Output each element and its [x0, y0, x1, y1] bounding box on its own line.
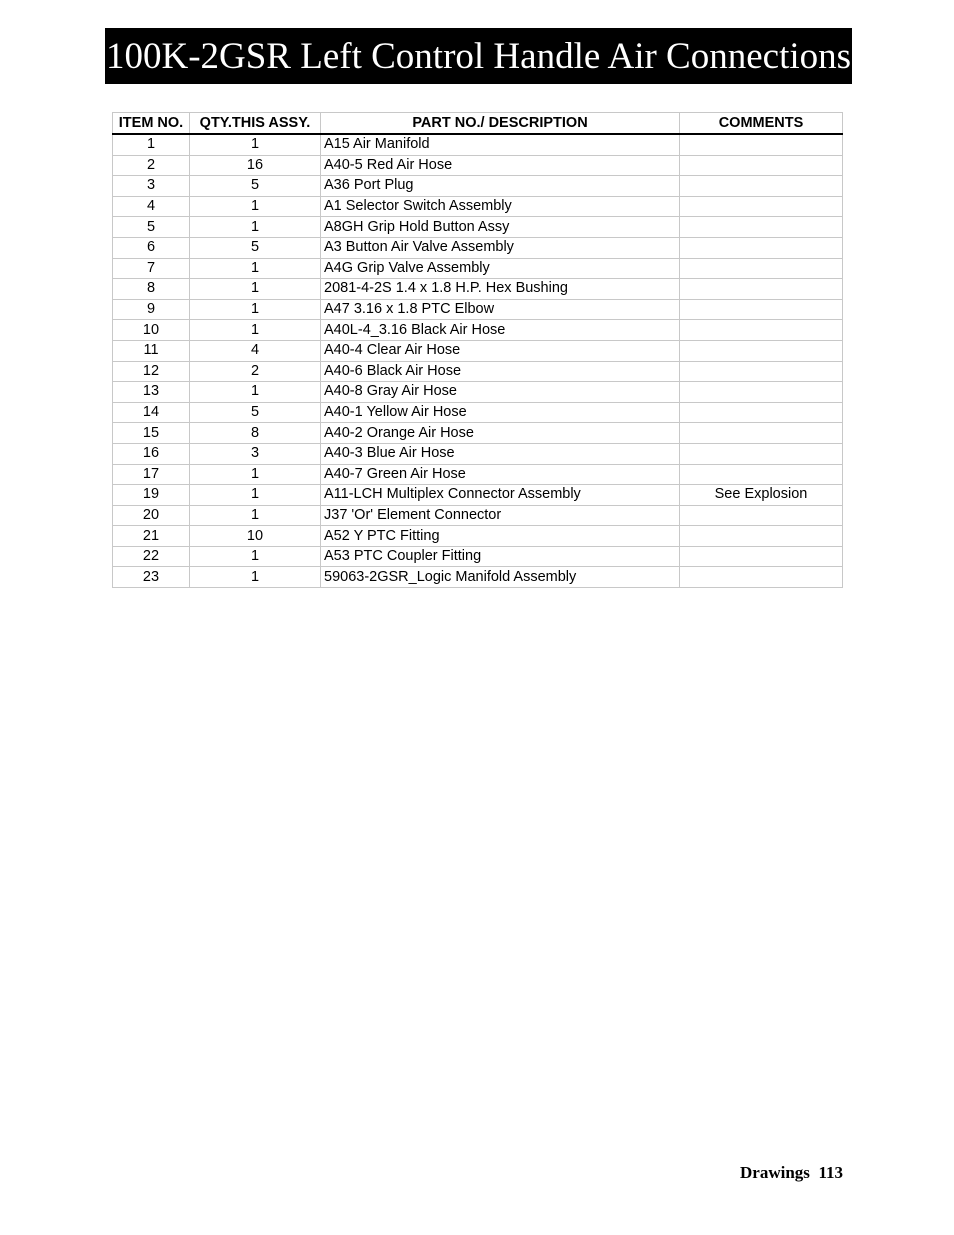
- comment-cell: [680, 320, 843, 341]
- item-no-cell: 8: [113, 279, 190, 300]
- table-row: [113, 567, 843, 588]
- footer-section: Drawings: [740, 1163, 810, 1182]
- comment-cell: [680, 464, 843, 485]
- comment-cell: [680, 279, 843, 300]
- qty-cell: 5: [190, 237, 321, 258]
- item-no-cell: 5: [113, 217, 190, 238]
- table-row: [113, 526, 843, 547]
- comment-cell: [680, 546, 843, 567]
- qty-cell: 1: [190, 258, 321, 279]
- qty-cell: 1: [190, 505, 321, 526]
- table-row: [113, 546, 843, 567]
- table-row: [113, 320, 843, 341]
- page-number: 113: [818, 1163, 843, 1182]
- table-row: [113, 361, 843, 382]
- qty-cell: 3: [190, 443, 321, 464]
- table-row: [113, 134, 843, 155]
- header-item-no: ITEM NO.: [113, 113, 190, 135]
- part-description-cell: A40L-4_3.16 Black Air Hose: [321, 320, 680, 341]
- table-row: [113, 505, 843, 526]
- comment-cell: [680, 176, 843, 197]
- part-description-cell: A40-6 Black Air Hose: [321, 361, 680, 382]
- part-description-cell: 59063-2GSR_Logic Manifold Assembly: [321, 567, 680, 588]
- item-no-cell: 12: [113, 361, 190, 382]
- part-description-cell: A40-8 Gray Air Hose: [321, 382, 680, 403]
- comment-cell: [680, 299, 843, 320]
- table-row: [113, 258, 843, 279]
- qty-cell: 1: [190, 299, 321, 320]
- comment-cell: [680, 443, 843, 464]
- qty-cell: 1: [190, 134, 321, 155]
- comment-cell: See Explosion: [680, 485, 843, 506]
- item-no-cell: 6: [113, 237, 190, 258]
- header-part-description: PART NO./ DESCRIPTION: [321, 113, 680, 135]
- part-description-cell: J37 'Or' Element Connector: [321, 505, 680, 526]
- table-row: [113, 155, 843, 176]
- part-description-cell: A40-1 Yellow Air Hose: [321, 402, 680, 423]
- table-header: [113, 113, 843, 135]
- part-description-cell: A47 3.16 x 1.8 PTC Elbow: [321, 299, 680, 320]
- part-description-cell: A40-7 Green Air Hose: [321, 464, 680, 485]
- comment-cell: [680, 361, 843, 382]
- qty-cell: 1: [190, 382, 321, 403]
- part-description-cell: A36 Port Plug: [321, 176, 680, 197]
- table-row: [113, 340, 843, 361]
- table-row: [113, 443, 843, 464]
- table-row: [113, 382, 843, 403]
- item-no-cell: 16: [113, 443, 190, 464]
- table-row: [113, 423, 843, 444]
- qty-cell: 1: [190, 320, 321, 341]
- comment-cell: [680, 196, 843, 217]
- comment-cell: [680, 382, 843, 403]
- header-row: [113, 113, 843, 135]
- part-description-cell: A15 Air Manifold: [321, 134, 680, 155]
- comment-cell: [680, 423, 843, 444]
- item-no-cell: 22: [113, 546, 190, 567]
- qty-cell: 1: [190, 485, 321, 506]
- comment-cell: [680, 258, 843, 279]
- part-description-cell: A40-3 Blue Air Hose: [321, 443, 680, 464]
- qty-cell: 1: [190, 279, 321, 300]
- item-no-cell: 20: [113, 505, 190, 526]
- qty-cell: 1: [190, 567, 321, 588]
- comment-cell: [680, 217, 843, 238]
- table-row: [113, 485, 843, 506]
- item-no-cell: 15: [113, 423, 190, 444]
- header-comments: COMMENTS: [680, 113, 843, 135]
- item-no-cell: 14: [113, 402, 190, 423]
- item-no-cell: 3: [113, 176, 190, 197]
- qty-cell: 5: [190, 402, 321, 423]
- qty-cell: 1: [190, 546, 321, 567]
- comment-cell: [680, 567, 843, 588]
- part-description-cell: A3 Button Air Valve Assembly: [321, 237, 680, 258]
- part-description-cell: A52 Y PTC Fitting: [321, 526, 680, 547]
- table-row: [113, 196, 843, 217]
- qty-cell: 2: [190, 361, 321, 382]
- item-no-cell: 21: [113, 526, 190, 547]
- qty-cell: 5: [190, 176, 321, 197]
- part-description-cell: A40-4 Clear Air Hose: [321, 340, 680, 361]
- item-no-cell: 1: [113, 134, 190, 155]
- table-row: [113, 464, 843, 485]
- item-no-cell: 11: [113, 340, 190, 361]
- item-no-cell: 13: [113, 382, 190, 403]
- comment-cell: [680, 134, 843, 155]
- qty-cell: 1: [190, 196, 321, 217]
- table-row: [113, 279, 843, 300]
- item-no-cell: 19: [113, 485, 190, 506]
- comment-cell: [680, 155, 843, 176]
- part-description-cell: A8GH Grip Hold Button Assy: [321, 217, 680, 238]
- table-row: [113, 402, 843, 423]
- page-footer: [740, 1163, 843, 1183]
- table-row: [113, 299, 843, 320]
- comment-cell: [680, 237, 843, 258]
- page-title: 100K-2GSR Left Control Handle Air Connections: [105, 28, 852, 84]
- qty-cell: 1: [190, 217, 321, 238]
- item-no-cell: 17: [113, 464, 190, 485]
- part-description-cell: A53 PTC Coupler Fitting: [321, 546, 680, 567]
- item-no-cell: 9: [113, 299, 190, 320]
- table-row: [113, 237, 843, 258]
- table-row: [113, 176, 843, 197]
- qty-cell: 1: [190, 464, 321, 485]
- parts-table: [112, 112, 843, 588]
- item-no-cell: 2: [113, 155, 190, 176]
- part-description-cell: A40-5 Red Air Hose: [321, 155, 680, 176]
- table-row: [113, 217, 843, 238]
- qty-cell: 8: [190, 423, 321, 444]
- part-description-cell: A40-2 Orange Air Hose: [321, 423, 680, 444]
- qty-cell: 4: [190, 340, 321, 361]
- comment-cell: [680, 526, 843, 547]
- item-no-cell: 23: [113, 567, 190, 588]
- item-no-cell: 10: [113, 320, 190, 341]
- part-description-cell: A1 Selector Switch Assembly: [321, 196, 680, 217]
- qty-cell: 16: [190, 155, 321, 176]
- header-qty: QTY.THIS ASSY.: [190, 113, 321, 135]
- qty-cell: 10: [190, 526, 321, 547]
- comment-cell: [680, 505, 843, 526]
- part-description-cell: A11-LCH Multiplex Connector Assembly: [321, 485, 680, 506]
- table-body: [113, 134, 843, 588]
- comment-cell: [680, 340, 843, 361]
- part-description-cell: 2081-4-2S 1.4 x 1.8 H.P. Hex Bushing: [321, 279, 680, 300]
- item-no-cell: 7: [113, 258, 190, 279]
- part-description-cell: A4G Grip Valve Assembly: [321, 258, 680, 279]
- comment-cell: [680, 402, 843, 423]
- item-no-cell: 4: [113, 196, 190, 217]
